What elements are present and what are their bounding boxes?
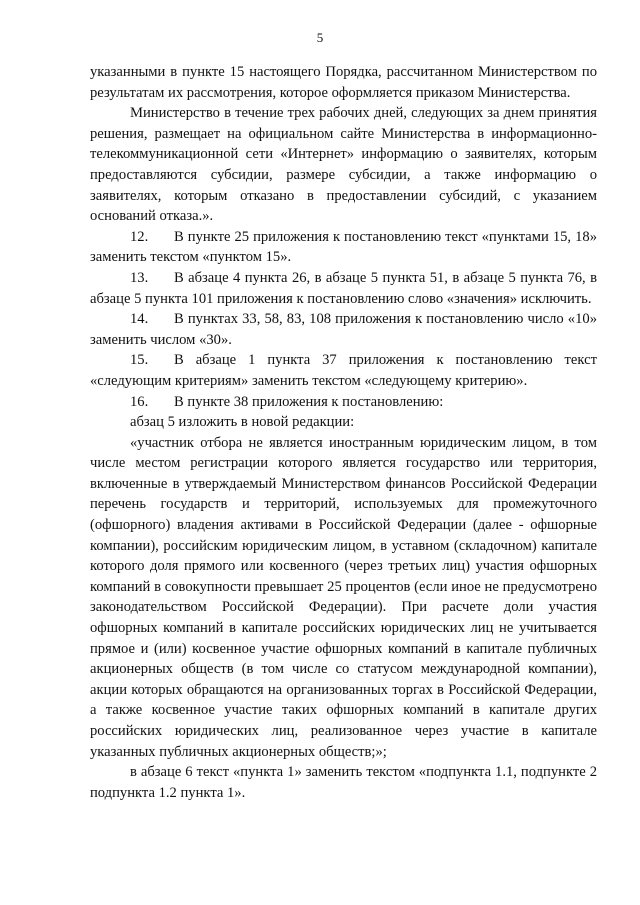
paragraph [90,433,597,763]
paragraph-text: «участник отбора не является иностранным юридическим лицом, в том числе местом регистрации которого является государство или территория, включенные в утверждаемый Министерством финансов Российской Федерации перечень государств и территорий, используемых для промежуточного (офшорного) владения активами в Российской Федерации (далее - офшорные компании), российским юридическим лицом, в уставном (складочном) капитале которого доля прямого или косвенного (через третьих лиц) участия офшорных компаний в совокупности превышает 25 процентов (если иное не предусмотрено законодательством Российской Федерации). При расчете доли участия офшорных компаний в капитале российских юридических лиц не учитывается прямое и (или) косвенное участие офшорных компаний в капитале публичных акционерных обществ (в том числе со статусом международной компании), акции которых обращаются на организованных торгах в Российской Федерации, а также косвенное участие таких офшорных компаний в капитале других российских юридических лиц, реализованное через участие в капитале указанных публичных акционерных обществ;»; [90,434,597,760]
page-number: 5 [316,30,324,45]
paragraph-text: абзац 5 изложить в новой редакции: [130,414,355,431]
numbered-paragraph [90,392,597,413]
paragraph-text: В абзаце 4 пункта 26, в абзаце 5 пункта 51, в абзаце 5 пункта 76, в абзаце 5 пункта 101 приложения к постановлению слово «значения» исключить. [90,269,597,307]
paragraph-text: в абзаце 6 текст «пункта 1» заменить текстом «подпункта 1.1, подпункте 2 подпункта 1.2 пункта 1». [90,764,597,801]
paragraph-text: В пункте 25 приложения к постановлению текст «пунктами 15, 18» заменить текстом «пунктом 15». [90,228,597,266]
paragraph [90,762,597,803]
paragraph-text: В абзаце 1 пункта 37 приложения к постановлению текст «следующим критериям» заменить текстом «следующему критерию». [90,352,597,389]
paragraph-number: 14. [130,311,149,328]
paragraph-number: 13. [130,269,149,286]
paragraph [90,412,597,433]
numbered-paragraph [90,350,597,391]
numbered-paragraph [90,309,597,350]
paragraph [90,103,597,227]
paragraph-number: 16. [130,393,149,410]
paragraph-text: В пункте 38 приложения к постановлению: [174,393,444,410]
paragraph [90,62,597,103]
paragraph-text: В пунктах 33, 58, 83, 108 приложения к постановлению число «10» заменить числом «30». [90,311,597,348]
numbered-paragraph [90,268,597,309]
paragraph-number: 12. [130,228,149,245]
document-body [90,62,597,803]
numbered-paragraph [90,227,597,268]
paragraph-text: Министерство в течение трех рабочих дней, следующих за днем принятия решения, размещает на официальном сайте Министерства в информационно-телекоммуникационной сети «Интернет» информацию о заявителях, которым предоставляются субсидии, размере субсидии, а также информацию о заявителях, которым отказано в предоставлении субсидий, с указанием оснований отказа.». [90,105,597,225]
paragraph-text: указанными в пункте 15 настоящего Порядка, рассчитанном Министерством по результатам их рассмотрения, которое оформляется приказом Министерства. [90,64,597,101]
paragraph-number: 15. [130,352,149,369]
